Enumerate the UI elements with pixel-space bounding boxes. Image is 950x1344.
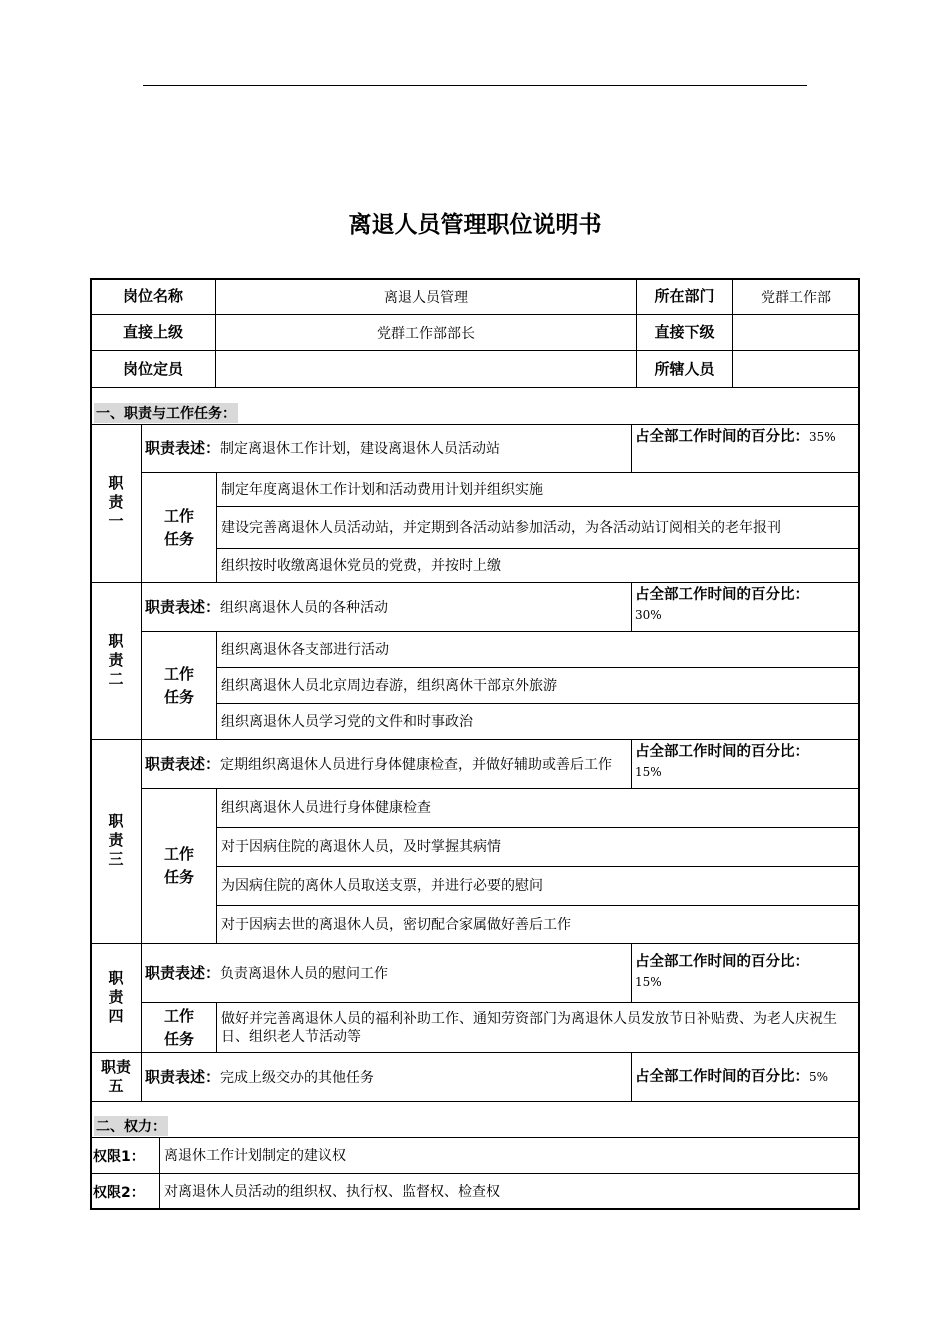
duty-3-task-3: 为因病住院的离休人员取送支票，并进行必要的慰问 [216,866,860,906]
duty-1-task-2: 建设完善离退休人员活动站，并定期到各活动站参加活动，为各活动站订阅相关的老年报刊 [216,506,860,549]
document-title: 离退人员管理职位说明书 [348,212,602,238]
section-duties-title: 一、职责与工作任务： [94,403,238,423]
power-1-label: 权限1： [90,1137,160,1174]
duty-3-task-2: 对于因病住院的离退休人员，及时掌握其病情 [216,827,860,867]
duty-1-task-1: 制定年度离退休工作计划和活动费用计划并组织实施 [216,472,860,507]
section-powers-title: 二、权力： [94,1116,168,1136]
duty-3-tasks-label: 工作任务 [141,788,217,944]
department-value: 党群工作部 [732,278,860,315]
duty-5-label: 职责五 [90,1052,142,1102]
superior-label: 直接上级 [90,314,216,351]
superior-value: 党群工作部部长 [215,314,637,351]
duty-2-tasks-label: 工作任务 [141,631,217,740]
duty-2-task-2: 组织离退休人员北京周边春游，组织离休干部京外旅游 [216,667,860,704]
duty-1-percent: 占全部工作时间的百分比：35% [631,424,860,473]
section-duties-heading [90,387,860,425]
subordinate-label: 直接下级 [636,314,733,351]
duty-5-description: 职责表述：完成上级交办的其他任务 [141,1052,632,1102]
duty-1-label: 职责一 [90,424,142,583]
duty-3-percent: 占全部工作时间的百分比： 15% [631,739,860,789]
headcount-value [215,350,637,388]
duty-3-task-1: 组织离退休人员进行身体健康检查 [216,788,860,828]
duty-4-tasks-label: 工作任务 [141,1002,217,1053]
duty-2-percent: 占全部工作时间的百分比： 30% [631,582,860,632]
position-name-label: 岗位名称 [90,278,216,315]
power-1-text: 离退休工作计划制定的建议权 [159,1137,860,1174]
subordinate-value [732,314,860,351]
duty-4-label: 职责四 [90,943,142,1053]
duty-3-task-4: 对于因病去世的离退休人员，密切配合家属做好善后工作 [216,905,860,944]
duty-4-percent: 占全部工作时间的百分比： 15% [631,943,860,1003]
header-rule [143,85,807,86]
duty-2-description: 职责表述：组织离退休人员的各种活动 [141,582,632,632]
duty-1-task-3: 组织按时收缴离退休党员的党费，并按时上缴 [216,548,860,583]
managed-label: 所辖人员 [636,350,733,388]
duty-3-label: 职责三 [90,739,142,944]
duty-2-task-3: 组织离退休人员学习党的文件和时事政治 [216,703,860,740]
department-label: 所在部门 [636,278,733,315]
duty-1-tasks-label: 工作任务 [141,472,217,583]
duty-4-task-1: 做好并完善离退休人员的福利补助工作、通知劳资部门为离退休人员发放节日补贴费、为老人庆祝生日、组织老人节活动等 [216,1002,860,1053]
position-name-value: 离退人员管理 [215,278,637,315]
duty-2-task-1: 组织离退休各支部进行活动 [216,631,860,668]
duty-3-description: 职责表述：定期组织离退休人员进行身体健康检查，并做好辅助或善后工作 [141,739,632,789]
power-2-text: 对离退休人员活动的组织权、执行权、监督权、检查权 [159,1173,860,1210]
section-powers-heading [90,1101,860,1138]
duty-2-label: 职责二 [90,582,142,740]
duty-1-description: 职责表述：制定离退休工作计划，建设离退休人员活动站 [141,424,632,473]
headcount-label: 岗位定员 [90,350,216,388]
power-2-label: 权限2： [90,1173,160,1210]
managed-value [732,350,860,388]
duty-4-description: 职责表述：负责离退休人员的慰问工作 [141,943,632,1003]
duty-5-percent: 占全部工作时间的百分比： 5% [631,1052,860,1102]
